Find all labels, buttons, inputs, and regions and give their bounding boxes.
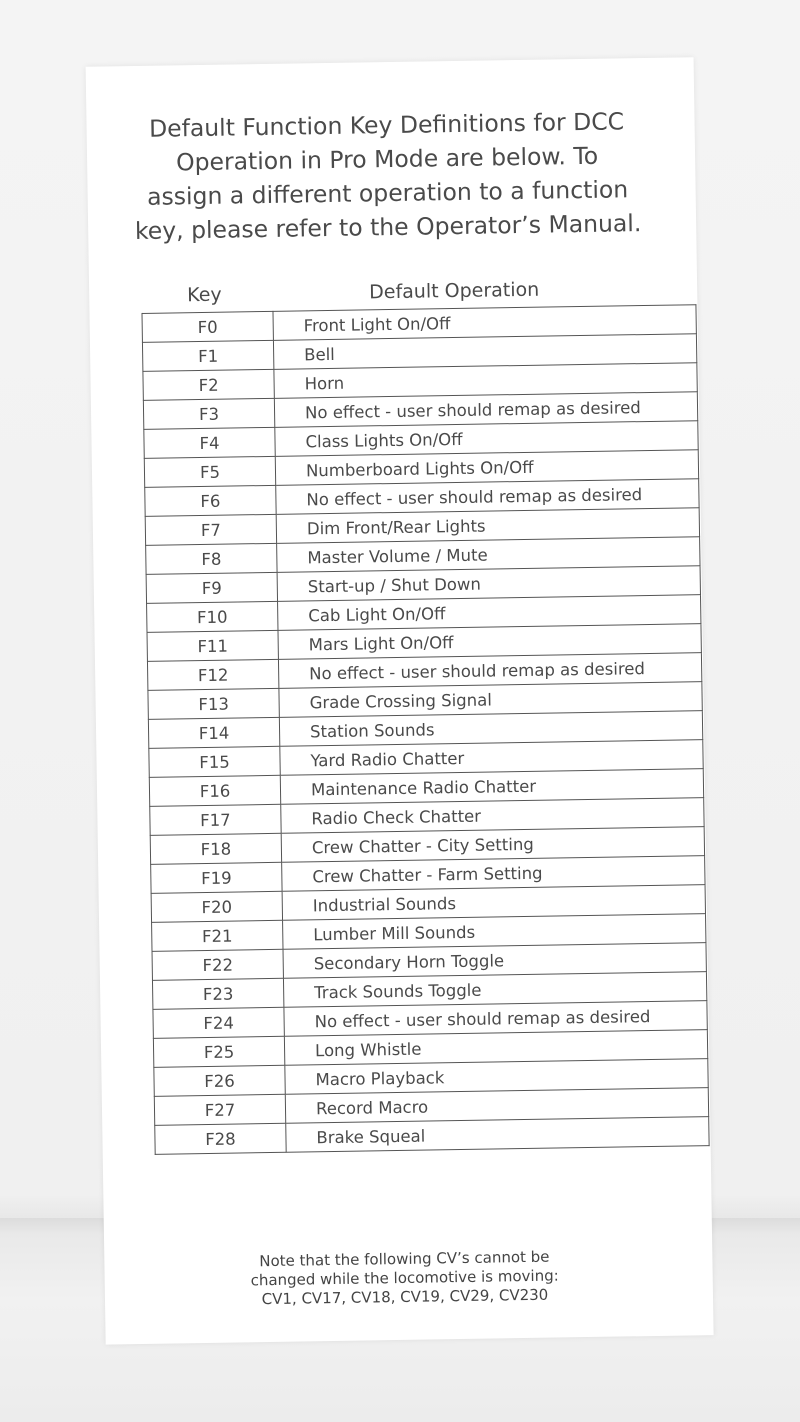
- intro-line: Operation in Pro Mode are below. To: [175, 141, 599, 177]
- default-operation-cell: Lumber Mill Sounds: [283, 914, 706, 950]
- function-key-cell: F25: [153, 1036, 284, 1067]
- function-key-cell: F6: [145, 485, 276, 516]
- cv-note-line: changed while the locomotive is moving:: [250, 1266, 559, 1290]
- function-key-cell: F15: [149, 746, 280, 777]
- intro-line: Default Function Key Definitions for DCC: [148, 107, 625, 143]
- default-operation-cell: Dim Front/Rear Lights: [276, 508, 699, 544]
- key-column-header: Key: [187, 283, 222, 307]
- function-key-cell: F28: [155, 1123, 286, 1154]
- function-key-cell: F18: [150, 833, 281, 864]
- default-operation-cell: Secondary Horn Toggle: [283, 943, 706, 979]
- cv-note: [224, 1247, 585, 1310]
- function-key-cell: F13: [148, 688, 279, 719]
- function-key-cell: F3: [143, 398, 274, 429]
- default-operation-cell: Brake Squeal: [286, 1117, 709, 1153]
- function-key-cell: F26: [154, 1065, 285, 1096]
- default-operation-cell: Mars Light On/Off: [278, 624, 701, 660]
- function-key-cell: F7: [145, 514, 276, 545]
- function-key-table: [141, 304, 709, 1155]
- function-key-cell: F4: [144, 427, 275, 458]
- function-key-cell: F8: [146, 543, 277, 574]
- default-operation-cell: Record Macro: [285, 1088, 708, 1124]
- default-operation-cell: No effect - user should remap as desired: [274, 392, 697, 428]
- function-key-cell: F0: [142, 311, 273, 342]
- function-key-cell: F2: [143, 369, 274, 400]
- function-key-cell: F19: [151, 862, 282, 893]
- function-key-cell: F11: [147, 630, 278, 661]
- function-key-cell: F20: [151, 891, 282, 922]
- default-operation-cell: Master Volume / Mute: [277, 537, 700, 573]
- default-operation-cell: Track Sounds Toggle: [283, 972, 706, 1008]
- function-key-cell: F1: [142, 340, 273, 371]
- function-key-cell: F23: [152, 978, 283, 1009]
- default-operation-cell: Bell: [273, 334, 696, 370]
- intro-paragraph: [126, 104, 648, 248]
- operation-column-header: Default Operation: [369, 278, 540, 304]
- function-key-cell: F24: [153, 1007, 284, 1038]
- default-operation-cell: Long Whistle: [284, 1030, 707, 1066]
- default-operation-cell: Crew Chatter - City Setting: [281, 827, 704, 863]
- function-key-cell: F5: [144, 456, 275, 487]
- function-key-cell: F16: [149, 775, 280, 806]
- default-operation-cell: No effect - user should remap as desired: [284, 1001, 707, 1037]
- default-operation-cell: Radio Check Chatter: [281, 798, 704, 834]
- default-operation-cell: Numberboard Lights On/Off: [275, 450, 698, 486]
- cv-note-line: CV1, CV17, CV18, CV19, CV29, CV230: [261, 1285, 549, 1309]
- default-operation-cell: Station Sounds: [279, 711, 702, 747]
- instruction-card: [86, 57, 714, 1344]
- function-key-cell: F17: [150, 804, 281, 835]
- default-operation-cell: Grade Crossing Signal: [279, 682, 702, 718]
- cv-note-line: Note that the following CV’s cannot be: [259, 1247, 550, 1271]
- default-operation-cell: Start-up / Shut Down: [277, 566, 700, 602]
- function-key-cell: F12: [147, 659, 278, 690]
- default-operation-cell: Macro Playback: [285, 1059, 708, 1095]
- function-key-cell: F9: [146, 572, 277, 603]
- default-operation-cell: Crew Chatter - Farm Setting: [282, 856, 705, 892]
- intro-line: key, please refer to the Operator’s Manual.: [134, 209, 642, 246]
- default-operation-cell: Class Lights On/Off: [275, 421, 698, 457]
- default-operation-cell: Maintenance Radio Chatter: [280, 769, 703, 805]
- default-operation-cell: Cab Light On/Off: [278, 595, 701, 631]
- default-operation-cell: No effect - user should remap as desired: [278, 653, 701, 689]
- function-key-table-body: [142, 305, 709, 1155]
- function-key-cell: F10: [147, 601, 278, 632]
- default-operation-cell: Yard Radio Chatter: [280, 740, 703, 776]
- function-key-cell: F14: [148, 717, 279, 748]
- default-operation-cell: Horn: [274, 363, 697, 399]
- function-key-cell: F22: [152, 949, 283, 980]
- default-operation-cell: Industrial Sounds: [282, 885, 705, 921]
- function-key-cell: F27: [154, 1094, 285, 1125]
- default-operation-cell: Front Light On/Off: [273, 305, 696, 341]
- function-key-cell: F21: [152, 920, 283, 951]
- intro-line: assign a different operation to a function: [146, 175, 629, 211]
- default-operation-cell: No effect - user should remap as desired: [276, 479, 699, 515]
